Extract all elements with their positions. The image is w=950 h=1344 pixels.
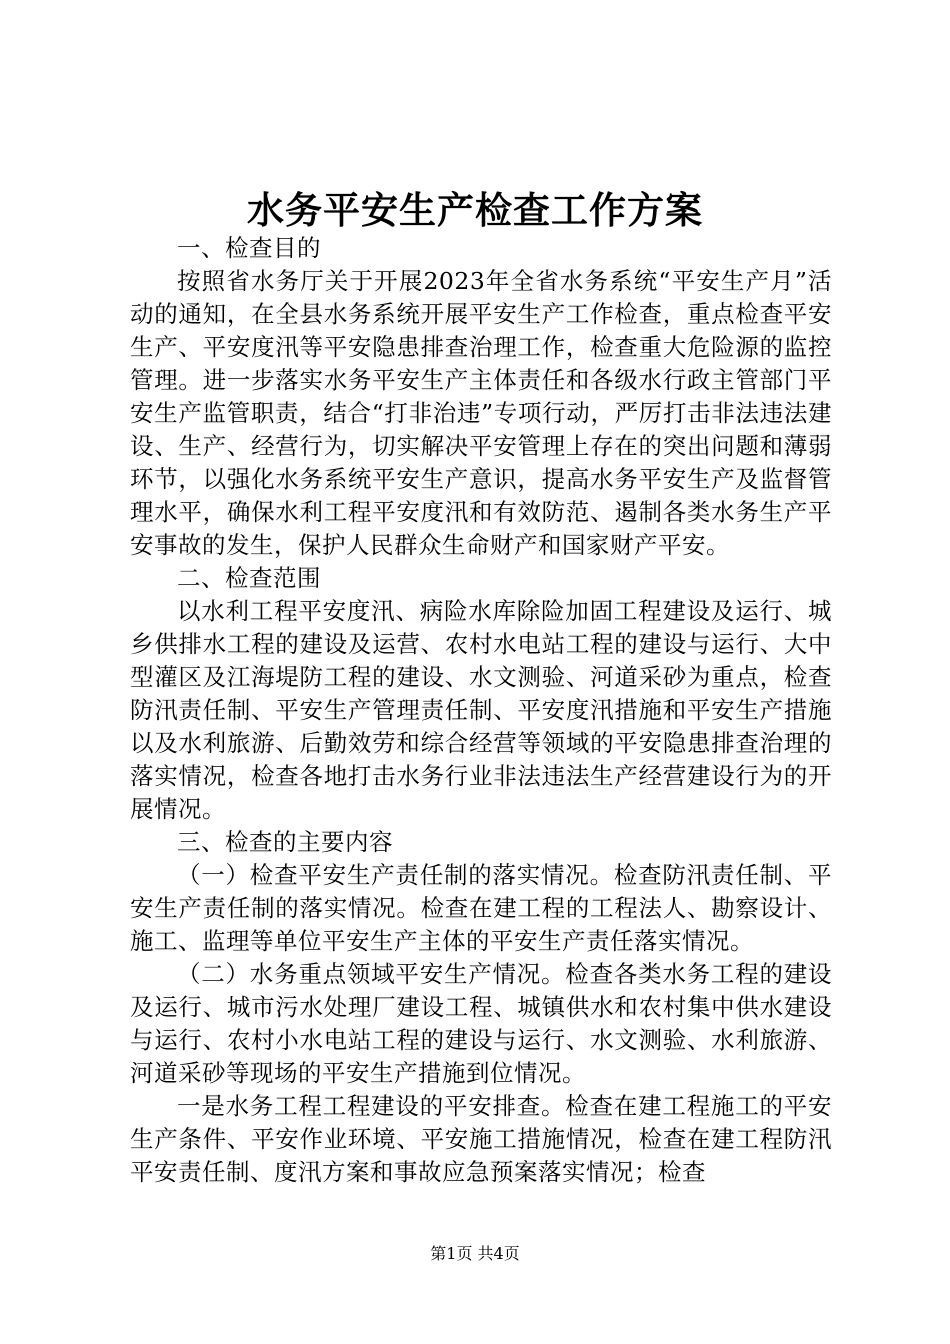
document-body — [130, 232, 832, 1189]
page-number: 第1页 共4页 — [430, 1244, 520, 1263]
paragraph-scope: 以水利工程平安度汛、病险水库除险加固工程建设及运行、城乡供排水工程的建设及运营、农村水电站工程的建设与运行、大中型灌区及江海堤防工程的建设、水文测验、河道采砂为重点，检查防汛责任制、平安生产管理责任制、平安度汛措施和平安生产措施以及水利旅游、后勤效劳和综合经营等领域的平安隐患排查治理的落实情况，检查各地打击水务行业非法违法生产经营建设行为的开展情况。 — [130, 597, 832, 823]
section-heading-scope: 二、检查范围 — [177, 564, 321, 592]
paragraph-content-2: （二）水务重点领域平安生产情况。检查各类水务工程的建设及运行、城市污水处理厂建设工程、城镇供水和农村集中供水建设与运行、农村小水电站工程的建设与运行、水文测验、水利旅游、河道采砂等现场的平安生产措施到位情况。 — [130, 960, 832, 1087]
document-title: 水务平安生产检查工作方案 — [247, 188, 703, 232]
paragraph-content-3: 一是水务工程工程建设的平安排查。检查在建工程施工的平安生产条件、平安作业环境、平安施工措施情况，检查在建工程防汛平安责任制、度汛方案和事故应急预案落实情况；检查 — [130, 1092, 832, 1186]
section-heading-content: 三、检查的主要内容 — [177, 828, 393, 856]
paragraph-purpose: 按照省水务厅关于开展2023年全省水务系统“平安生产月”活动的通知，在全县水务系统开展平安生产工作检查，重点检查平安生产、平安度汛等平安隐患排查治理工作，检查重大危险源的监控管理。进一步落实水务平安生产主体责任和各级水行政主管部门平安生产监管职责，结合“打非治违”专项行动，严厉打击非法违法建设、生产、经营行为，切实解决平安管理上存在的突出问题和薄弱环节，以强化水务系统平安生产意识，提高水务平安生产及监督管理水平，确保水利工程平安度汛和有效防范、遏制各类水务生产平安事故的发生，保护人民群众生命财产和国家财产平安。 — [130, 267, 832, 559]
paragraph-content-1: （一）检查平安生产责任制的落实情况。检查防汛责任制、平安生产责任制的落实情况。检查在建工程的工程法人、勘察设计、施工、监理等单位平安生产主体的平安生产责任落实情况。 — [130, 861, 832, 955]
section-heading-purpose: 一、检查目的 — [177, 234, 321, 262]
